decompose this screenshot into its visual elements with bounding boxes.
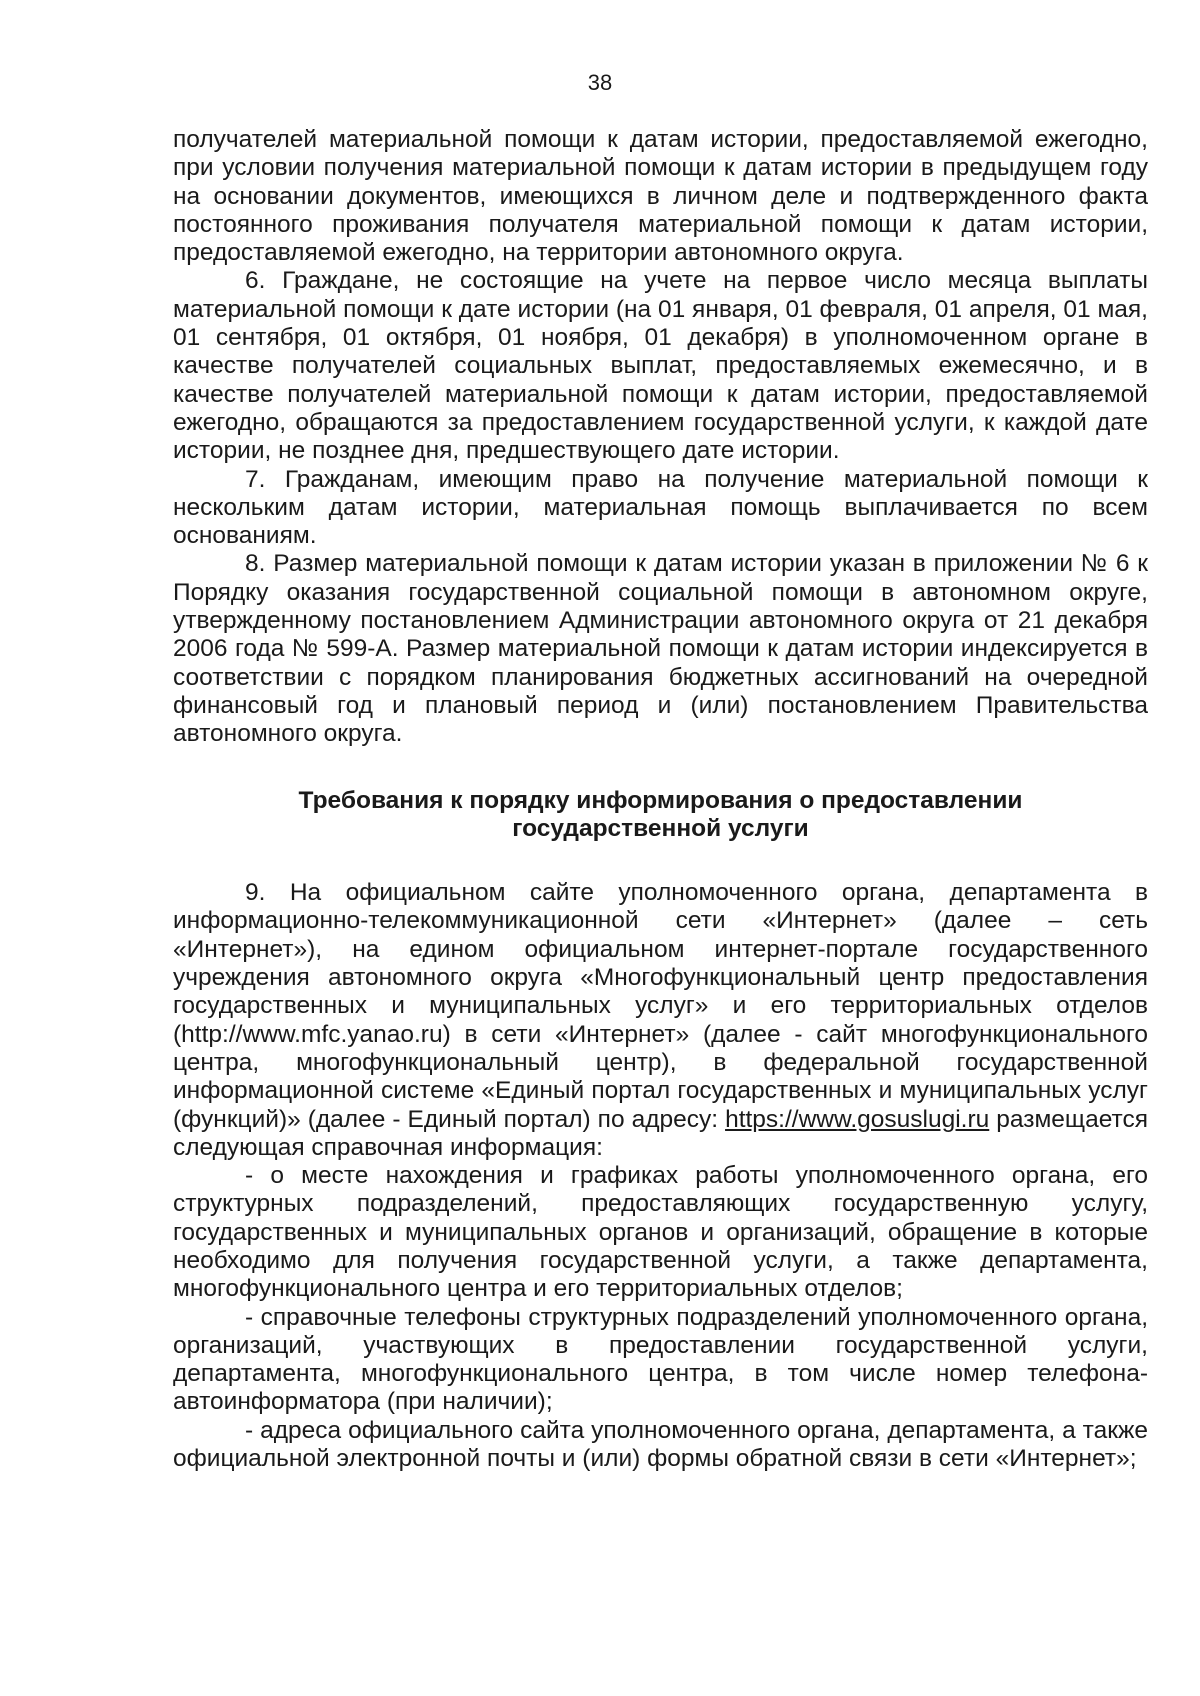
paragraph-continuation: получателей материальной помощи к датам истории, предоставляемой ежегодно, при условии получения материальной помощи к датам истории в предыдущем году на основании документов, имеющихся в личном деле и подтвержденного факта постоянного проживания получателя материальной помощи к датам истории, предоставляемой ежегодно, на территории автономного округа. <box>173 126 1148 267</box>
paragraph-7: 7. Гражданам, имеющим право на получение материальной помощи к нескольким датам истории, материальная помощь выплачивается по всем основаниям. <box>173 465 1148 550</box>
page-number: 38 <box>587 70 613 95</box>
section-heading <box>173 787 1148 844</box>
section-heading-line-1: Требования к порядку информирования о предоставлении <box>298 786 1023 814</box>
paragraph-8: 8. Размер материальной помощи к датам истории указан в приложении № 6 к Порядку оказания государственной социальной помощи в автономном округе, утвержденному постановлением Администрации автономного округа от 21 декабря 2006 года № 599-А. Размер материальной помощи к датам истории индексируется в соответствии с порядком планирования бюджетных ассигнований на очередной финансовый год и плановый период и (или) постановлением Правительства автономного округа. <box>173 550 1148 748</box>
list-item-addresses: - адреса официального сайта уполномоченного органа, департамента, а также официальной электронной почты и (или) формы обратной связи в сети «Интернет»; <box>173 1416 1148 1473</box>
paragraph-9-text: 9. На официальном сайте уполномоченного органа, департамента в информационно-телекоммуникационной сети «Интернет» (далее – сеть «Интернет»), на едином официальном интернет-портале государственного учреждения автономного округа «Многофункциональный центр предоставления государственных и муниципальных услуг» и его территориальных отделов (http://www.mfc.yanao.ru) в сети «Интернет» (далее - сайт многофункционального центра, многофункциональный центр), в федеральной государственной информационной системе «Единый портал государственных и муниципальных услуг (функций)» (далее - Единый портал) по адресу: <box>173 879 1148 1133</box>
list-item-phones: - справочные телефоны структурных подразделений уполномоченного органа, организаций, участвующих в предоставлении государственной услуги, департамента, многофункционального центра, в том числе номер телефона-автоинформатора (при наличии); <box>173 1303 1148 1416</box>
gosuslugi-link[interactable]: https://www.gosuslugi.ru <box>725 1105 990 1133</box>
list-item-locations: - о месте нахождения и графиках работы уполномоченного органа, его структурных подразделений, предоставляющих государственную услугу, государственных и муниципальных органов и организаций, обращение в которые необходимо для получения государственной услуги, а также департамента, многофункционального центра и его территориальных отделов; <box>173 1162 1148 1303</box>
paragraph-6: 6. Граждане, не состоящие на учете на первое число месяца выплаты материальной помощи к дате истории (на 01 января, 01 февраля, 01 апреля, 01 мая, 01 сентября, 01 октября, 01 ноября, 01 декабря) в уполномоченном органе в качестве получателей социальных выплат, предоставляемых ежемесячно, и в качестве получателей материальной помощи к датам истории, предоставляемой ежегодно, обращаются за предоставлением государственной услуги, к каждой дате истории, не позднее дня, предшествующего дате истории. <box>173 267 1148 465</box>
paragraph-9-text-end: размещается следующая справочная информация: <box>173 1105 1148 1161</box>
section-heading-line-2: государственной услуги <box>512 814 809 842</box>
paragraph-9 <box>173 879 1148 1162</box>
document-body <box>173 126 1148 1473</box>
